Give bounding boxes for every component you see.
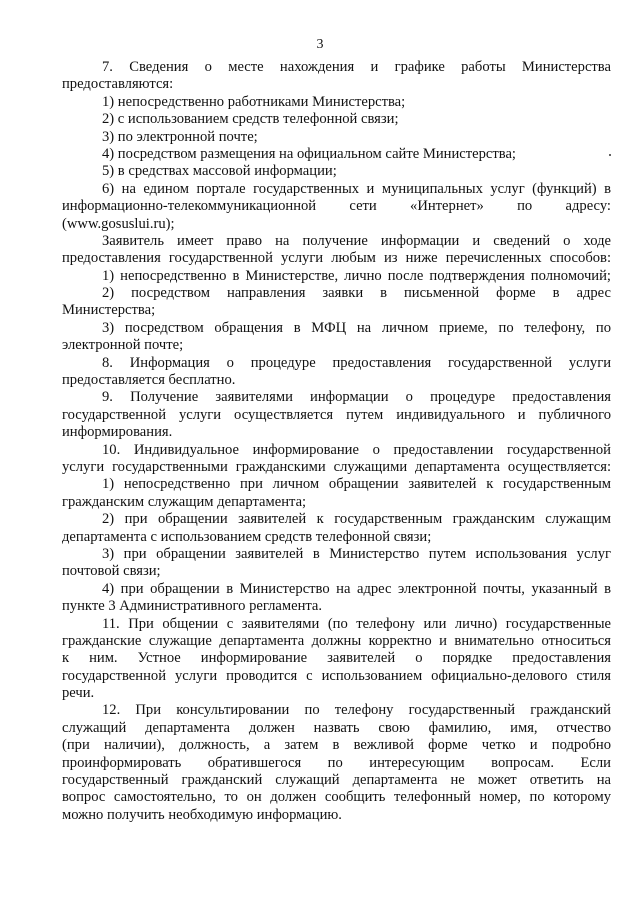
text-line: гражданские служащие департамента должны корректно и внимательно относиться xyxy=(62,632,611,649)
text-line: 5) в средствах массовой информации; xyxy=(102,163,337,180)
text-line: почтовой связи; xyxy=(62,563,161,580)
text-line: Министерства; xyxy=(62,302,156,319)
text-line: предоставляется бесплатно. xyxy=(62,372,236,389)
text-line: речи. xyxy=(62,685,95,702)
text-line: 3) по электронной почте; xyxy=(102,128,258,145)
text-line: 1) непосредственно при личном обращении заявителей к государственным xyxy=(102,476,611,493)
text-line: департамента с использованием средств телефонной связи; xyxy=(62,528,432,545)
document-body xyxy=(62,59,611,824)
text-line: предоставления государственной услуги любым из ниже перечисленных способов: xyxy=(62,250,611,267)
text-line: пункте 3 Административного регламента. xyxy=(62,598,323,615)
text-line: Заявитель имеет право на получение информации и сведений о ходе xyxy=(102,232,611,249)
text-line: 1) непосредственно в Министерстве, лично после подтверждения полномочий; xyxy=(102,267,611,284)
text-line: (www.gosuslui.ru); xyxy=(62,215,175,232)
text-line: гражданским служащим департамента; xyxy=(62,493,307,510)
text-line: 2) посредством направления заявки в письменной форме в адрес xyxy=(102,285,611,302)
page-number: 3 xyxy=(316,37,324,52)
text-line: 12. При консультировании по телефону государственный гражданский xyxy=(102,702,611,719)
text-line: проинформировать обратившегося по интересующим вопросам. Если xyxy=(62,754,611,771)
text-line: государственной услуги проводится с использованием официально-делового стиля xyxy=(62,667,611,684)
text-line: 3) при обращении заявителей в Министерство путем использования услуг xyxy=(102,545,611,562)
text-line: к ним. Устное информирование заявителей о порядке предоставления xyxy=(62,650,611,667)
text-line: 1) непосредственно работниками Министерства; xyxy=(102,93,406,110)
text-line: 7. Сведения о месте нахождения и графике работы Министерства xyxy=(102,59,611,75)
text-line: 4) при обращении в Министерство на адрес электронной почты, указанный в xyxy=(102,580,611,597)
text-line: услуги государственными гражданскими служащими департамента осуществляется: xyxy=(62,458,611,475)
text-line: (при наличии), должность, а затем в вежливой форме четко и подробно xyxy=(62,737,611,754)
text-line: информационно-телекоммуникационной сети «Интернет» по адресу: xyxy=(62,198,611,215)
text-line: 4) посредством размещения на официальном сайте Министерства; xyxy=(102,145,516,162)
text-line: 6) на едином портале государственных и муниципальных услуг (функций) в xyxy=(102,180,611,197)
text-line: 2) с использованием средств телефонной связи; xyxy=(102,111,399,128)
text-line: 8. Информация о процедуре предоставления государственной услуги xyxy=(102,354,611,371)
text-line: 9. Получение заявителями информации о процедуре предоставления xyxy=(102,389,611,406)
text-line: служащий департамента должен назвать свою фамилию, имя, отчество xyxy=(62,719,611,736)
text-line: вопрос самостоятельно, то он должен сообщить телефонный номер, по которому xyxy=(62,789,611,806)
text-line: предоставляются: xyxy=(62,76,174,93)
text-line: информирования. xyxy=(62,424,173,441)
text-line: 11. При общении с заявителями (по телефону или лично) государственные xyxy=(102,615,611,632)
text-line: 10. Индивидуальное информирование о предоставлении государственной xyxy=(102,441,611,458)
text-line: государственной услуги осуществляется путем индивидуального и публичного xyxy=(62,406,611,423)
text-line: можно получить необходимую информацию. xyxy=(62,806,342,823)
text-line: электронной почте; xyxy=(62,337,184,354)
text-line: 3) посредством обращения в МФЦ на личном приеме, по телефону, по xyxy=(102,319,611,336)
text-line: 2) при обращении заявителей к государственным гражданским служащим xyxy=(102,511,611,528)
text-line: государственный гражданский служащий департамента не может ответить на xyxy=(62,772,611,789)
